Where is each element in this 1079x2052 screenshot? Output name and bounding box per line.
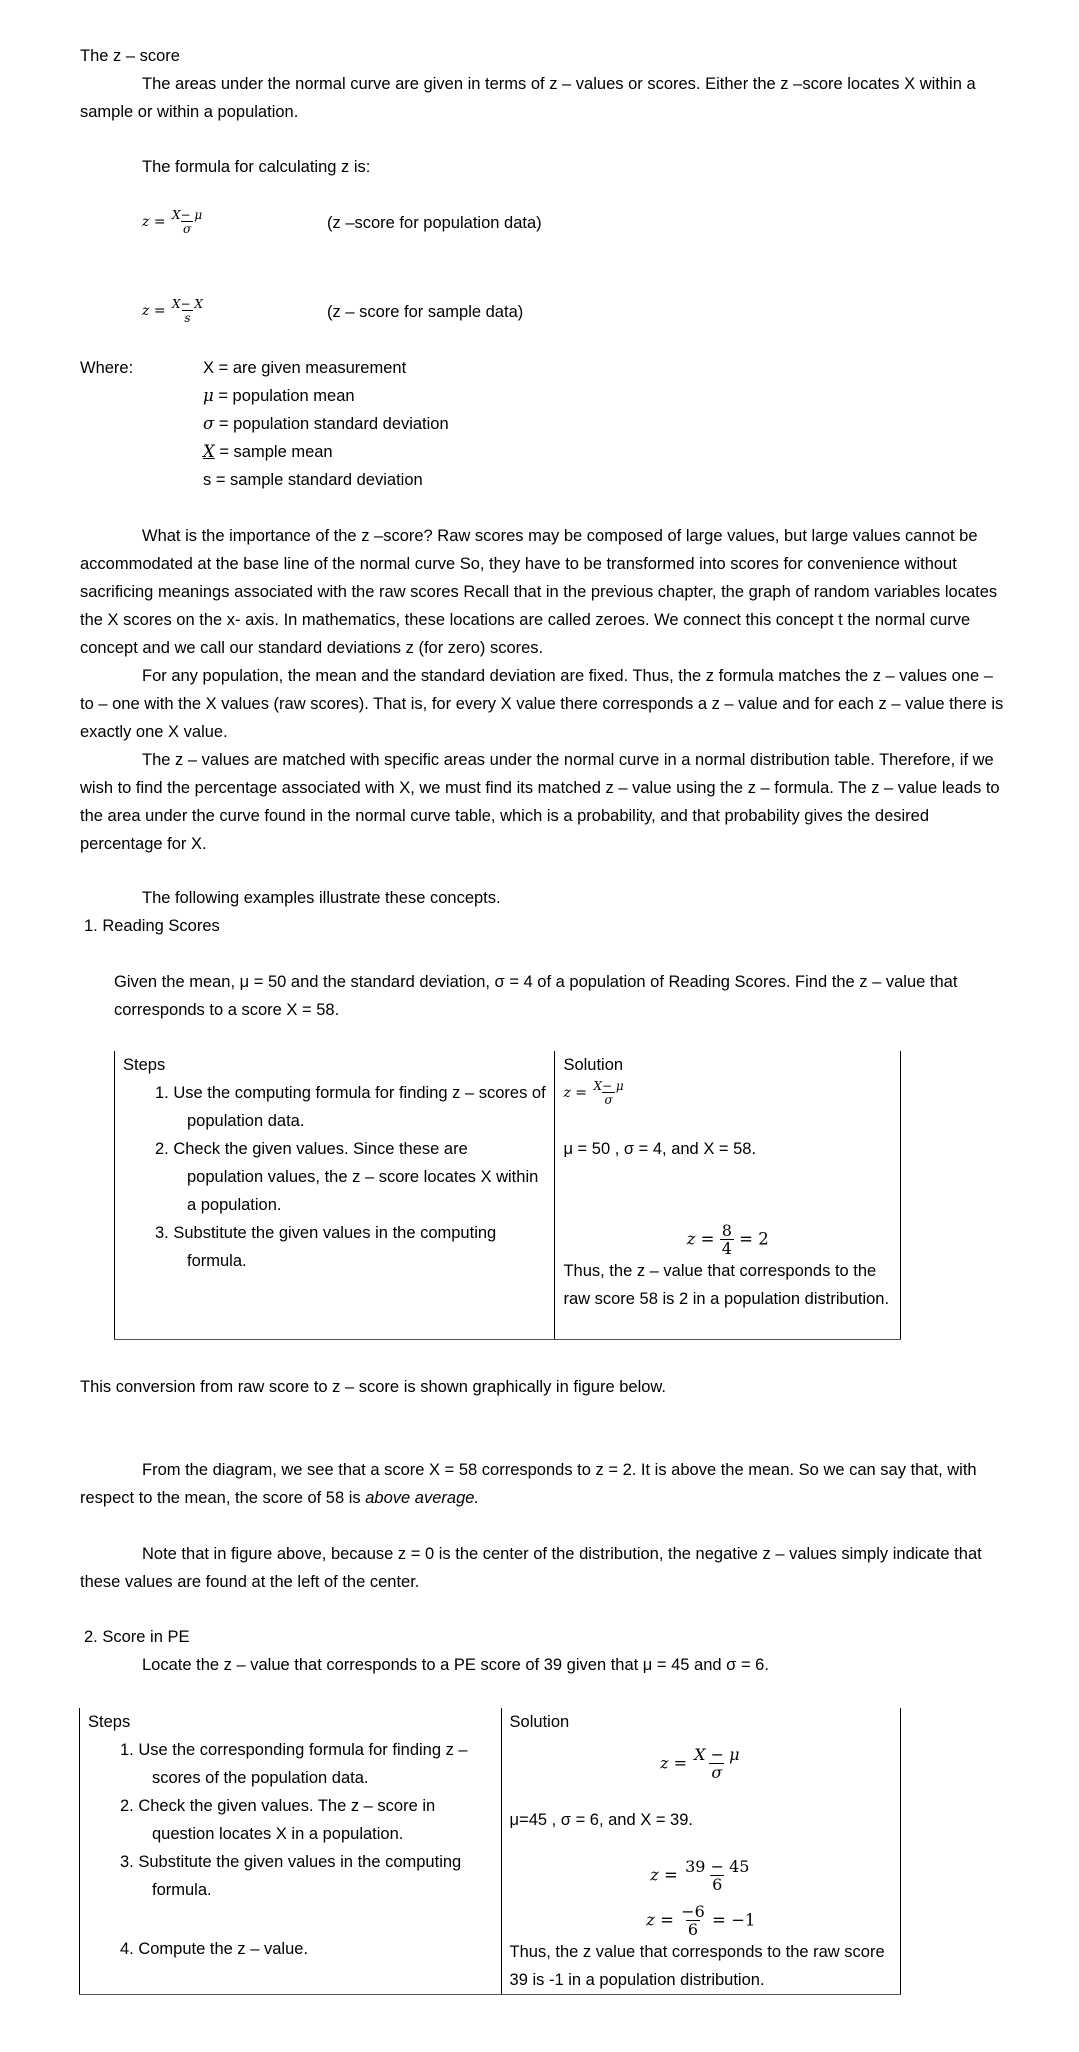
step-item: 2. Check the given values. The z – score in question locates X in a population. [120, 1797, 436, 1843]
header-solution: Solution [555, 1051, 901, 1079]
z-table-paragraph: The z – values are matched with specific areas under the normal curve in a normal distribution table. Therefore, if we wish to find the percentage associated with X, we must find its matched z – value using the z – formula. The z – value leads to the area under the curve found in the normal curve table, which is a probability, and that probability gives the desired percentage for X. [80, 751, 1000, 853]
example1-title: 1. Reading Scores [84, 917, 220, 935]
where-label: Where: [80, 359, 134, 377]
given-values: μ=45 , σ = 6, and X = 39. [501, 1792, 900, 1848]
step-item: 3. Substitute the given values in the computing formula. [155, 1224, 497, 1270]
where-item: X = sample mean [203, 442, 333, 461]
where-item: X = are given measurement [203, 359, 407, 377]
example1-problem: Given the mean, μ = 50 and the standard deviation, σ = 4 of a population of Reading Scores. Find the z – value that corresponds to a score X = 58. [114, 973, 958, 1019]
note-paragraph: Note that in figure above, because z = 0 is the center of the distribution, the negative z – values simply indicate that these values are found at the left of the center. [80, 1545, 982, 1591]
importance-paragraph: What is the importance of the z –score? Raw scores may be composed of large values, but large values cannot be accommodated at the base line of the normal curve So, they have to be transformed into scores for convenience without sacrificing meanings associated with the raw scores Recall that in the previous chapter, the graph of random variables locates the X scores on the x- axis. In mathematics, these locations are called zeroes. We connect this concept t the normal curve concept and we call our standard deviations z (for zero) scores. [80, 527, 998, 657]
computation: z = $\frac{8}{4}$ = 2 [686, 1221, 769, 1258]
given-values: μ = 50 , σ = 4, and X = 58. [555, 1135, 901, 1219]
example2-table: Steps Solution 1. Use the corresponding formula for finding z – scores of the population data. z = $\frac{X - \mu}{\sigma}$ 2. Check the given values. The z – score in question locates X in a population. μ=45 , σ = 6, and X = 39. 3. Substitute the given values in the computing formula. z = $\frac{39 - 45}{6}$ 4. Compute the z – value. z = $\frac{-6}{6}$ = −1 Thus, the z value that corresponds to the raw score 39 is -1 in a population distribution. [79, 1708, 901, 1995]
header-steps: Steps [115, 1051, 555, 1079]
formula-intro: The formula for calculating z is: [142, 158, 371, 176]
example2-title: 2. Score in PE [84, 1628, 190, 1646]
diagram-paragraph: From the diagram, we see that a score X = 58 corresponds to z = 2. It is above the mean. So we can say that, with respect to the mean, the score of 58 is above average. [80, 1461, 977, 1507]
conclusion: Thus, the z value that corresponds to the raw score 39 is -1 in a population distribution. [509, 1943, 885, 1989]
header-solution: Solution [501, 1708, 900, 1736]
population-paragraph: For any population, the mean and the standard deviation are fixed. Thus, the z formula matches the z – values one – to – one with the X values (raw scores). That is, for every X value there corresponds a z – value and for each z – value there is exactly one X value. [80, 667, 1004, 741]
step-item: 1. Use the corresponding formula for finding z – scores of the population data. [120, 1741, 468, 1787]
examples-intro: The following examples illustrate these concepts. [142, 889, 501, 907]
formula-sample-label: (z – score for sample data) [327, 303, 524, 321]
computation: z = $\frac{-6}{6}$ = −1 [646, 1902, 756, 1939]
step-item: 2. Check the given values. Since these are population values, the z – score locates X within a population. [155, 1140, 539, 1214]
where-item: s = sample standard deviation [203, 471, 423, 489]
step-item: 4. Compute the z – value. [120, 1940, 309, 1958]
step-item: 3. Substitute the given values in the computing formula. [120, 1853, 462, 1899]
formula-population-label: (z –score for population data) [327, 214, 542, 232]
example1-table: Steps Solution 1. Use the computing formula for finding z – scores of population data. z = $\frac{X- \mu}{\sigma}$ 2. Check the given values. Since these are population values, the z – score locates X within a population. μ = 50 , σ = 4, and X = 58. 3. Substitute the given values in the computing formula. z = $\frac{8}{4}$ = 2 Thus, the z – value that corresponds to the raw score 58 is 2 in a population distribution. [114, 1051, 901, 1340]
figure-note: This conversion from raw score to z – score is shown graphically in figure below. [80, 1378, 666, 1396]
step-item: 1. Use the computing formula for finding z – scores of population data. [155, 1084, 546, 1130]
section-title: The z – score [80, 47, 180, 65]
header-steps: Steps [80, 1708, 502, 1736]
intro-paragraph: The areas under the normal curve are given in terms of z – values or scores. Either the z –score locates X within a sample or within a population. [80, 75, 976, 121]
where-item: σ = population standard deviation [203, 414, 449, 433]
formula-sample: z = $\frac{X- X}{s}$ [142, 297, 203, 325]
example2-problem: Locate the z – value that corresponds to a PE score of 39 given that μ = 45 and σ = 6. [142, 1656, 769, 1674]
conclusion: Thus, the z – value that corresponds to the raw score 58 is 2 in a population distribution. [563, 1262, 890, 1308]
where-item: μ = population mean [203, 386, 355, 405]
formula-population: z = $\frac{X- \mu}{\sigma}$ [142, 208, 203, 236]
